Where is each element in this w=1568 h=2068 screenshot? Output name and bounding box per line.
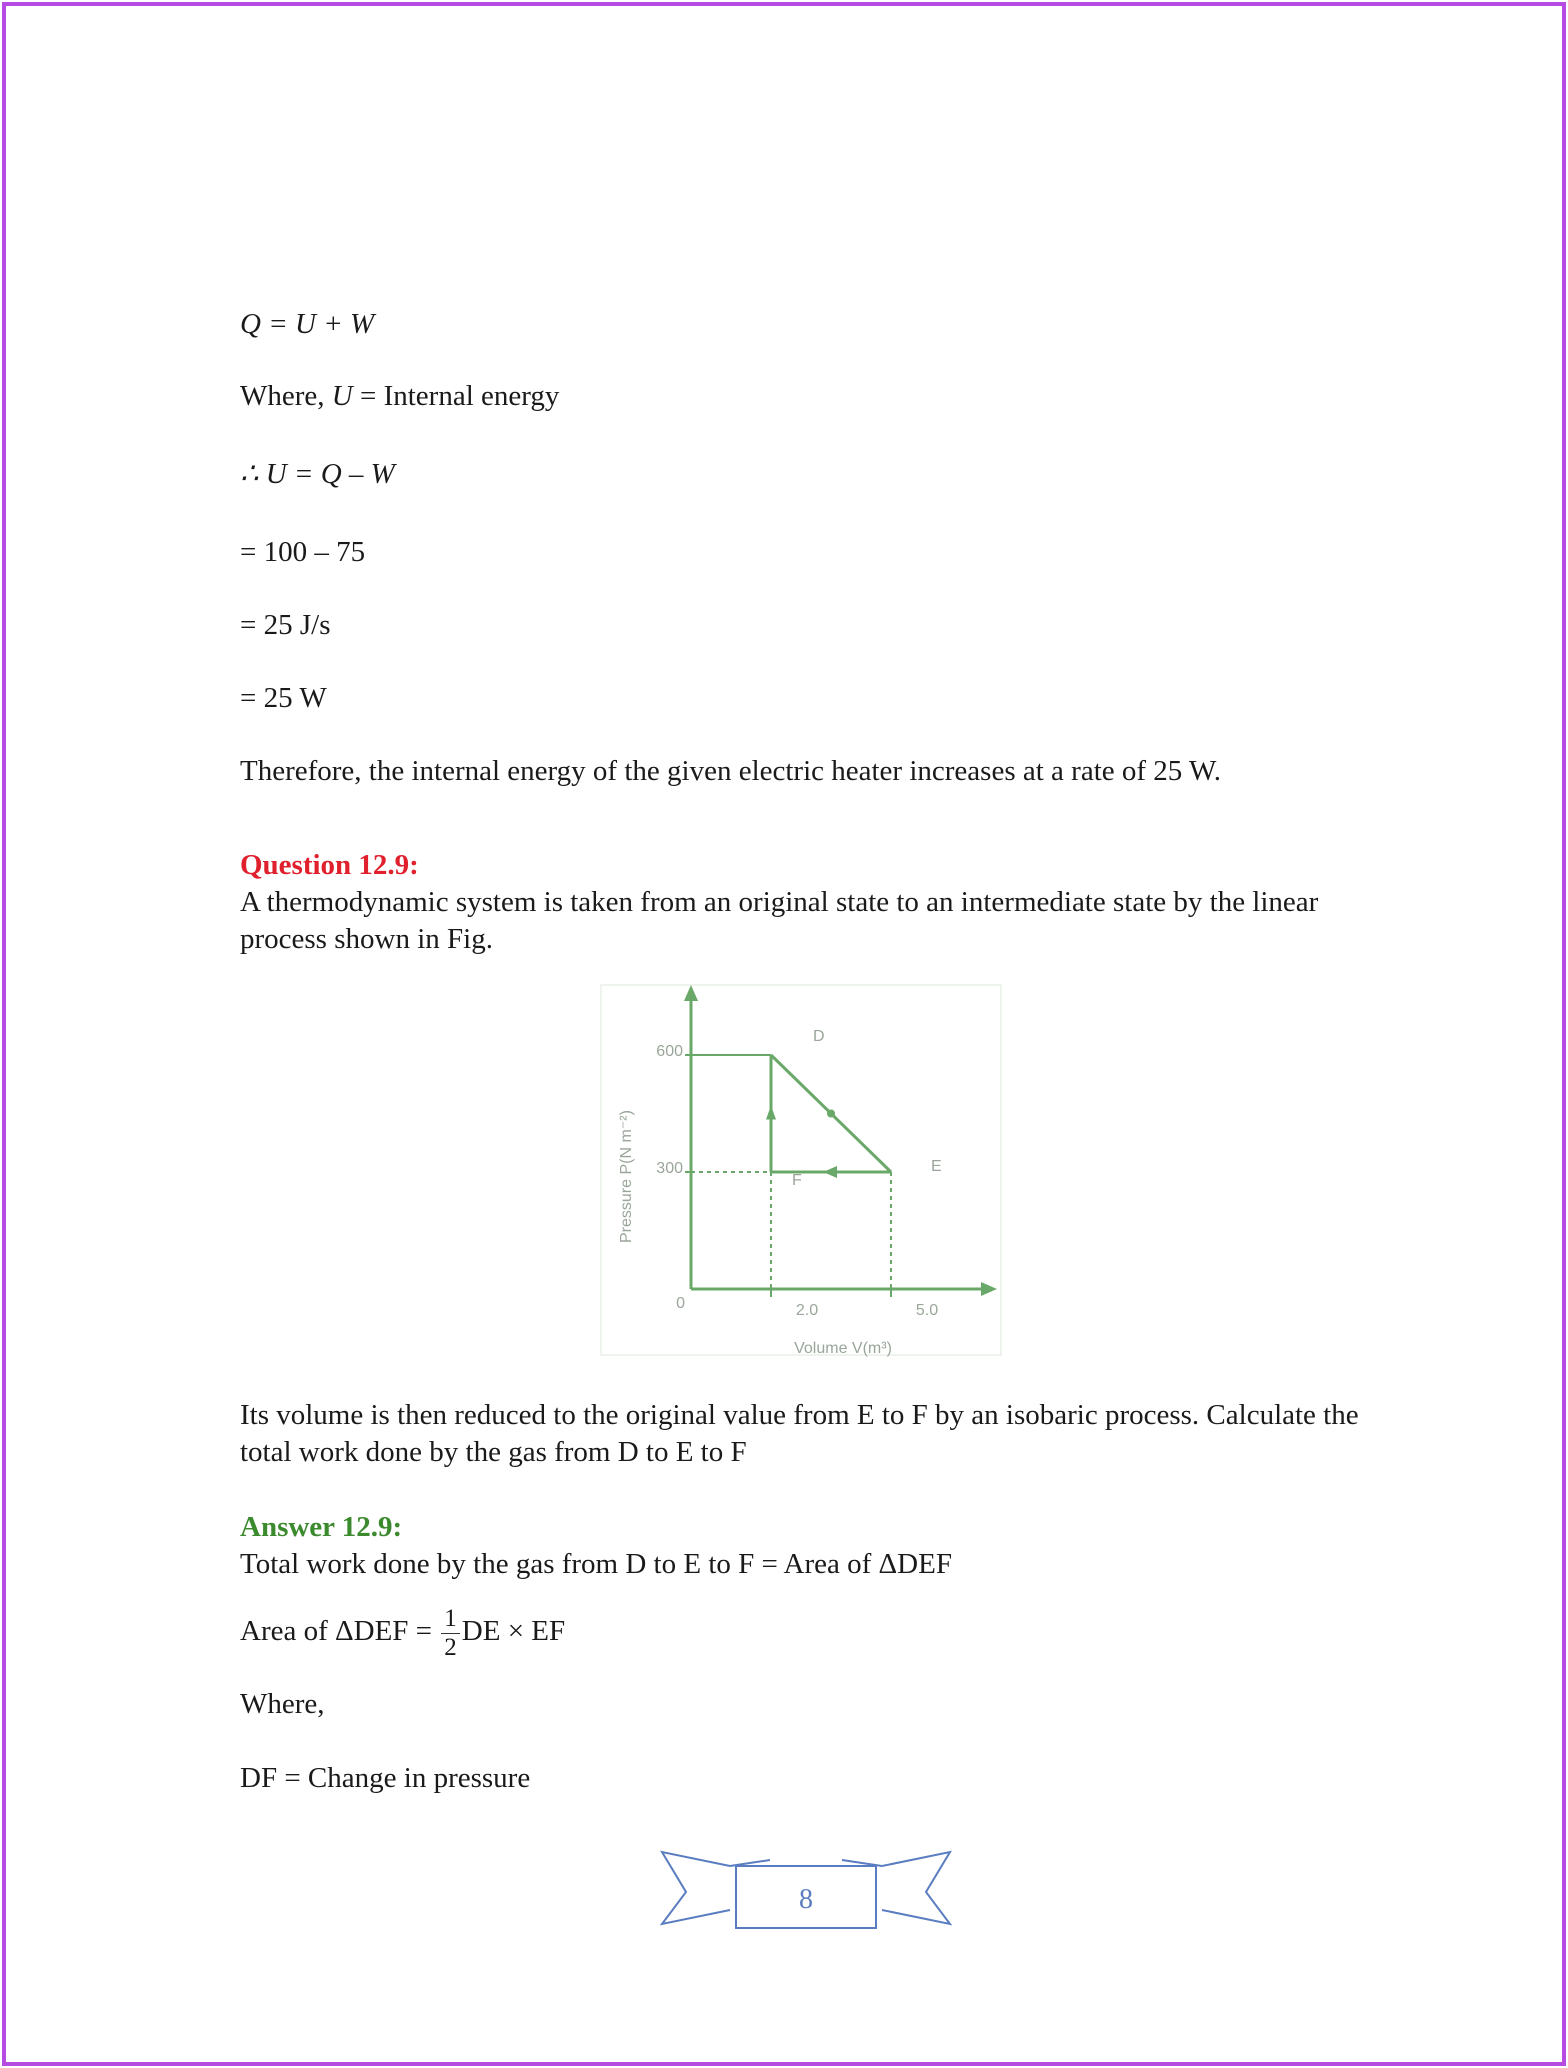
- where-rest: = Internal energy: [352, 380, 560, 412]
- page-footer: [660, 1850, 952, 1939]
- equation-100-75: = 100 – 75: [240, 536, 366, 568]
- fraction-numerator: 1: [441, 1605, 460, 1634]
- arrow-d-e: [827, 1110, 835, 1118]
- answer-line1: Total work done by the gas from D to E to F = Area of ΔDEF: [240, 1548, 952, 1580]
- where-var: U: [331, 380, 353, 412]
- page-number: 8: [799, 1884, 813, 1915]
- y-axis-label: Pressure P(N m⁻²): [618, 1110, 635, 1243]
- question-heading: Question 12.9:: [240, 849, 419, 881]
- point-d-label: D: [813, 1028, 825, 1045]
- process-text: Its volume is then reduced to the original value from E to F by an isobaric process. Calculate the total work done by the gas from D to E to F: [240, 1399, 1359, 1468]
- equation-25-js: = 25 J/s: [240, 609, 331, 641]
- fraction-half: [441, 1605, 460, 1662]
- point-e-label: E: [931, 1158, 942, 1175]
- ribbon-right-tail: [882, 1852, 950, 1924]
- x-axis-arrow: [981, 1282, 997, 1296]
- y-tick-600: 600: [656, 1043, 683, 1060]
- equation-25-w: = 25 W: [240, 682, 327, 714]
- equation-q-u-w: Q = U + W: [240, 308, 375, 340]
- ribbon-left-tail: [662, 1852, 730, 1924]
- where-line: [240, 378, 559, 414]
- conclusion-text: Therefore, the internal energy of the given electric heater increases at a rate of 25 W.: [240, 755, 1221, 787]
- area-formula: [240, 1600, 565, 1662]
- where-label: Where,: [240, 380, 332, 412]
- pv-diagram-svg: [595, 975, 1015, 1365]
- area-rest: DE × EF: [461, 1615, 566, 1647]
- y-tick-300: 300: [656, 1160, 683, 1177]
- question-text: A thermodynamic system is taken from an original state to an intermediate state by the linear process shown in Fig.: [240, 886, 1319, 955]
- x-axis-label: Volume V(m³): [794, 1340, 892, 1357]
- arrow-e-f: [823, 1166, 837, 1178]
- origin-label: 0: [676, 1295, 685, 1312]
- where-label-2: Where,: [240, 1688, 325, 1720]
- df-definition: DF = Change in pressure: [240, 1762, 531, 1794]
- fraction-denominator: 2: [444, 1633, 457, 1661]
- arrow-f-d: [766, 1106, 776, 1120]
- x-tick-5: 5.0: [915, 1302, 939, 1319]
- point-f-label: F: [792, 1172, 802, 1189]
- equation-u-q-w: ∴ U = Q – W: [240, 458, 395, 490]
- area-label: Area of ΔDEF =: [240, 1615, 440, 1647]
- y-axis-arrow: [684, 985, 698, 1001]
- x-tick-2: 2.0: [795, 1302, 819, 1319]
- page-ribbon: [660, 1850, 952, 1934]
- pv-diagram: [595, 975, 1015, 1370]
- answer-heading: Answer 12.9:: [240, 1511, 403, 1543]
